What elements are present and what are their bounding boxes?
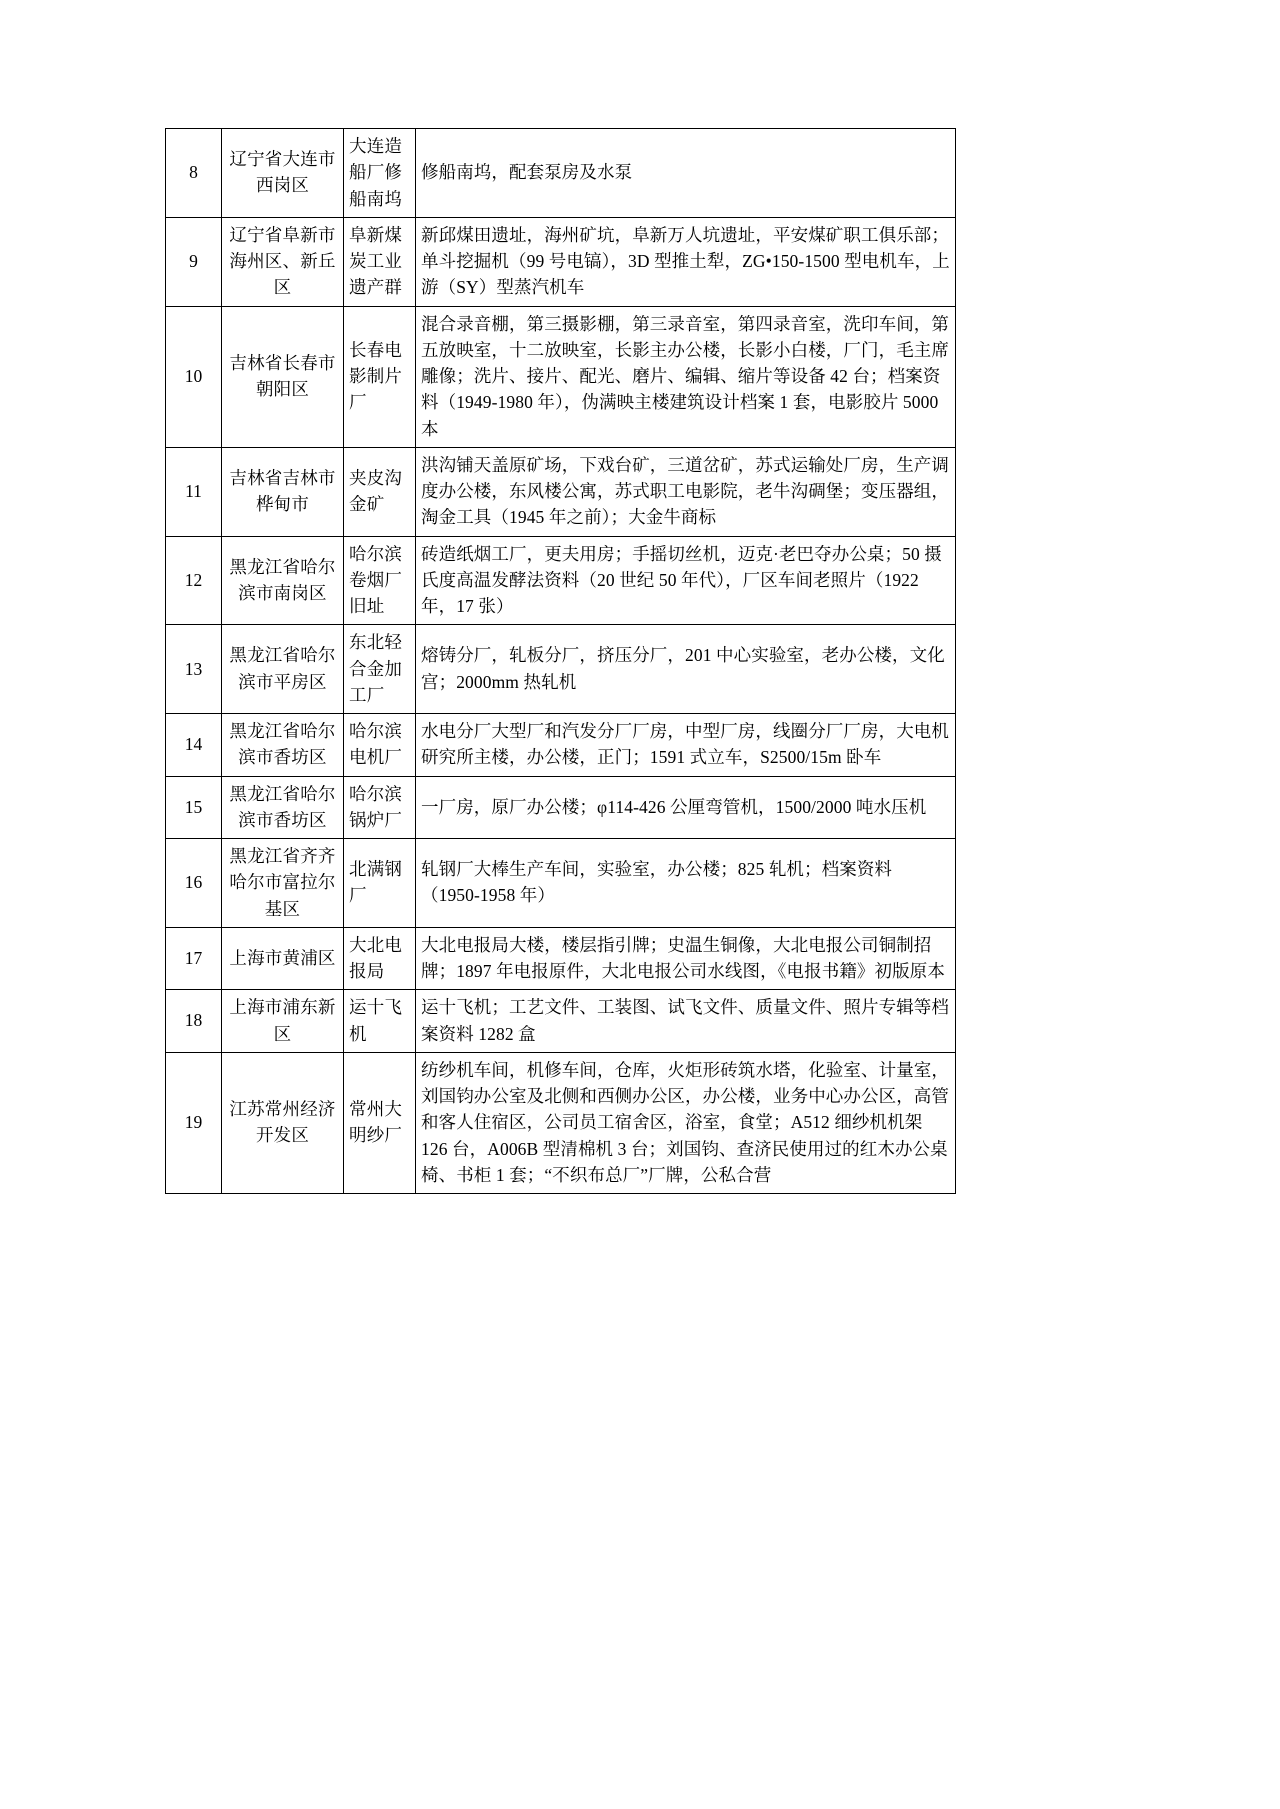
- row-name: 阜新煤炭工业遗产群: [344, 217, 416, 306]
- table-body: [166, 129, 956, 1194]
- row-number: 15: [166, 776, 222, 839]
- table-row: [166, 1052, 956, 1193]
- table-row: [166, 776, 956, 839]
- row-items: 洪沟铺天盖原矿场，下戏台矿，三道岔矿，苏式运输处厂房，生产调度办公楼，东风楼公寓，苏式职工电影院，老牛沟碉堡；变压器组，淘金工具（1945 年之前）；大金牛商标: [416, 447, 956, 536]
- row-number: 17: [166, 927, 222, 990]
- row-name: 东北轻合金加工厂: [344, 625, 416, 714]
- table-row: [166, 447, 956, 536]
- row-items: 纺纱机车间，机修车间，仓库，火炬形砖筑水塔，化验室、计量室，刘国钧办公室及北侧和西侧办公区，办公楼，业务中心办公区，高管和客人住宿区，公司员工宿舍区，浴室，食堂；A512 细纱机机架 126 台，A006B 型清棉机 3 台；刘国钧、查济民使用过的红木办公桌椅、书柜 1 套；“不织布总厂”厂牌，公私合营: [416, 1052, 956, 1193]
- table-row: [166, 536, 956, 625]
- row-location: 上海市浦东新区: [222, 990, 344, 1053]
- table-row: [166, 306, 956, 447]
- row-name: 常州大明纱厂: [344, 1052, 416, 1193]
- row-items: 一厂房，原厂办公楼；φ114-426 公厘弯管机，1500/2000 吨水压机: [416, 776, 956, 839]
- row-location: 黑龙江省哈尔滨市香坊区: [222, 714, 344, 777]
- table-row: [166, 990, 956, 1053]
- row-name: 运十飞机: [344, 990, 416, 1053]
- row-number: 16: [166, 839, 222, 928]
- row-number: 19: [166, 1052, 222, 1193]
- row-location: 吉林省吉林市桦甸市: [222, 447, 344, 536]
- row-location: 上海市黄浦区: [222, 927, 344, 990]
- row-items: 水电分厂大型厂和汽发分厂厂房，中型厂房，线圈分厂厂房，大电机研究所主楼，办公楼，正门；1591 式立车，S2500/15m 卧车: [416, 714, 956, 777]
- row-location: 黑龙江省哈尔滨市南岗区: [222, 536, 344, 625]
- row-number: 8: [166, 129, 222, 218]
- row-name: 哈尔滨锅炉厂: [344, 776, 416, 839]
- table-row: [166, 839, 956, 928]
- row-location: 辽宁省阜新市海州区、新丘区: [222, 217, 344, 306]
- row-number: 14: [166, 714, 222, 777]
- table-row: [166, 129, 956, 218]
- row-number: 13: [166, 625, 222, 714]
- heritage-items-table: [165, 128, 956, 1194]
- table-row: [166, 217, 956, 306]
- row-items: 大北电报局大楼，楼层指引牌；史温生铜像，大北电报公司铜制招牌；1897 年电报原件，大北电报公司水线图，《电报书籍》初版原本: [416, 927, 956, 990]
- row-items: 新邱煤田遗址，海州矿坑，阜新万人坑遗址，平安煤矿职工俱乐部；单斗挖掘机（99 号电镐），3D 型推土犁，ZG•150-1500 型电机车，上游（SY）型蒸汽机车: [416, 217, 956, 306]
- row-number: 10: [166, 306, 222, 447]
- table-row: [166, 625, 956, 714]
- row-number: 11: [166, 447, 222, 536]
- row-number: 18: [166, 990, 222, 1053]
- row-name: 大北电报局: [344, 927, 416, 990]
- row-location: 黑龙江省齐齐哈尔市富拉尔基区: [222, 839, 344, 928]
- table-row: [166, 927, 956, 990]
- row-location: 江苏常州经济开发区: [222, 1052, 344, 1193]
- row-items: 轧钢厂大棒生产车间，实验室，办公楼；825 轧机；档案资料（1950-1958 年）: [416, 839, 956, 928]
- row-items: 砖造纸烟工厂，更夫用房；手摇切丝机，迈克·老巴夺办公桌；50 摄氏度高温发酵法资料（20 世纪 50 年代），厂区车间老照片（1922 年，17 张）: [416, 536, 956, 625]
- row-name: 夹皮沟金矿: [344, 447, 416, 536]
- row-name: 哈尔滨卷烟厂旧址: [344, 536, 416, 625]
- row-items: 混合录音棚，第三摄影棚，第三录音室，第四录音室，洗印车间，第五放映室，十二放映室，长影主办公楼，长影小白楼，厂门，毛主席雕像；洗片、接片、配光、磨片、编辑、缩片等设备 42 台；档案资料（1949-1980 年），伪满映主楼建筑设计档案 1 套，电影胶片 5000 本: [416, 306, 956, 447]
- row-location: 黑龙江省哈尔滨市香坊区: [222, 776, 344, 839]
- row-number: 12: [166, 536, 222, 625]
- row-items: 熔铸分厂，轧板分厂，挤压分厂，201 中心实验室，老办公楼，文化宫；2000mm 热轧机: [416, 625, 956, 714]
- row-name: 哈尔滨电机厂: [344, 714, 416, 777]
- row-name: 北满钢厂: [344, 839, 416, 928]
- row-items: 修船南坞，配套泵房及水泵: [416, 129, 956, 218]
- table-row: [166, 714, 956, 777]
- row-location: 吉林省长春市朝阳区: [222, 306, 344, 447]
- row-location: 辽宁省大连市西岗区: [222, 129, 344, 218]
- row-number: 9: [166, 217, 222, 306]
- row-name: 长春电影制片厂: [344, 306, 416, 447]
- row-location: 黑龙江省哈尔滨市平房区: [222, 625, 344, 714]
- row-items: 运十飞机；工艺文件、工装图、试飞文件、质量文件、照片专辑等档案资料 1282 盒: [416, 990, 956, 1053]
- row-name: 大连造船厂修船南坞: [344, 129, 416, 218]
